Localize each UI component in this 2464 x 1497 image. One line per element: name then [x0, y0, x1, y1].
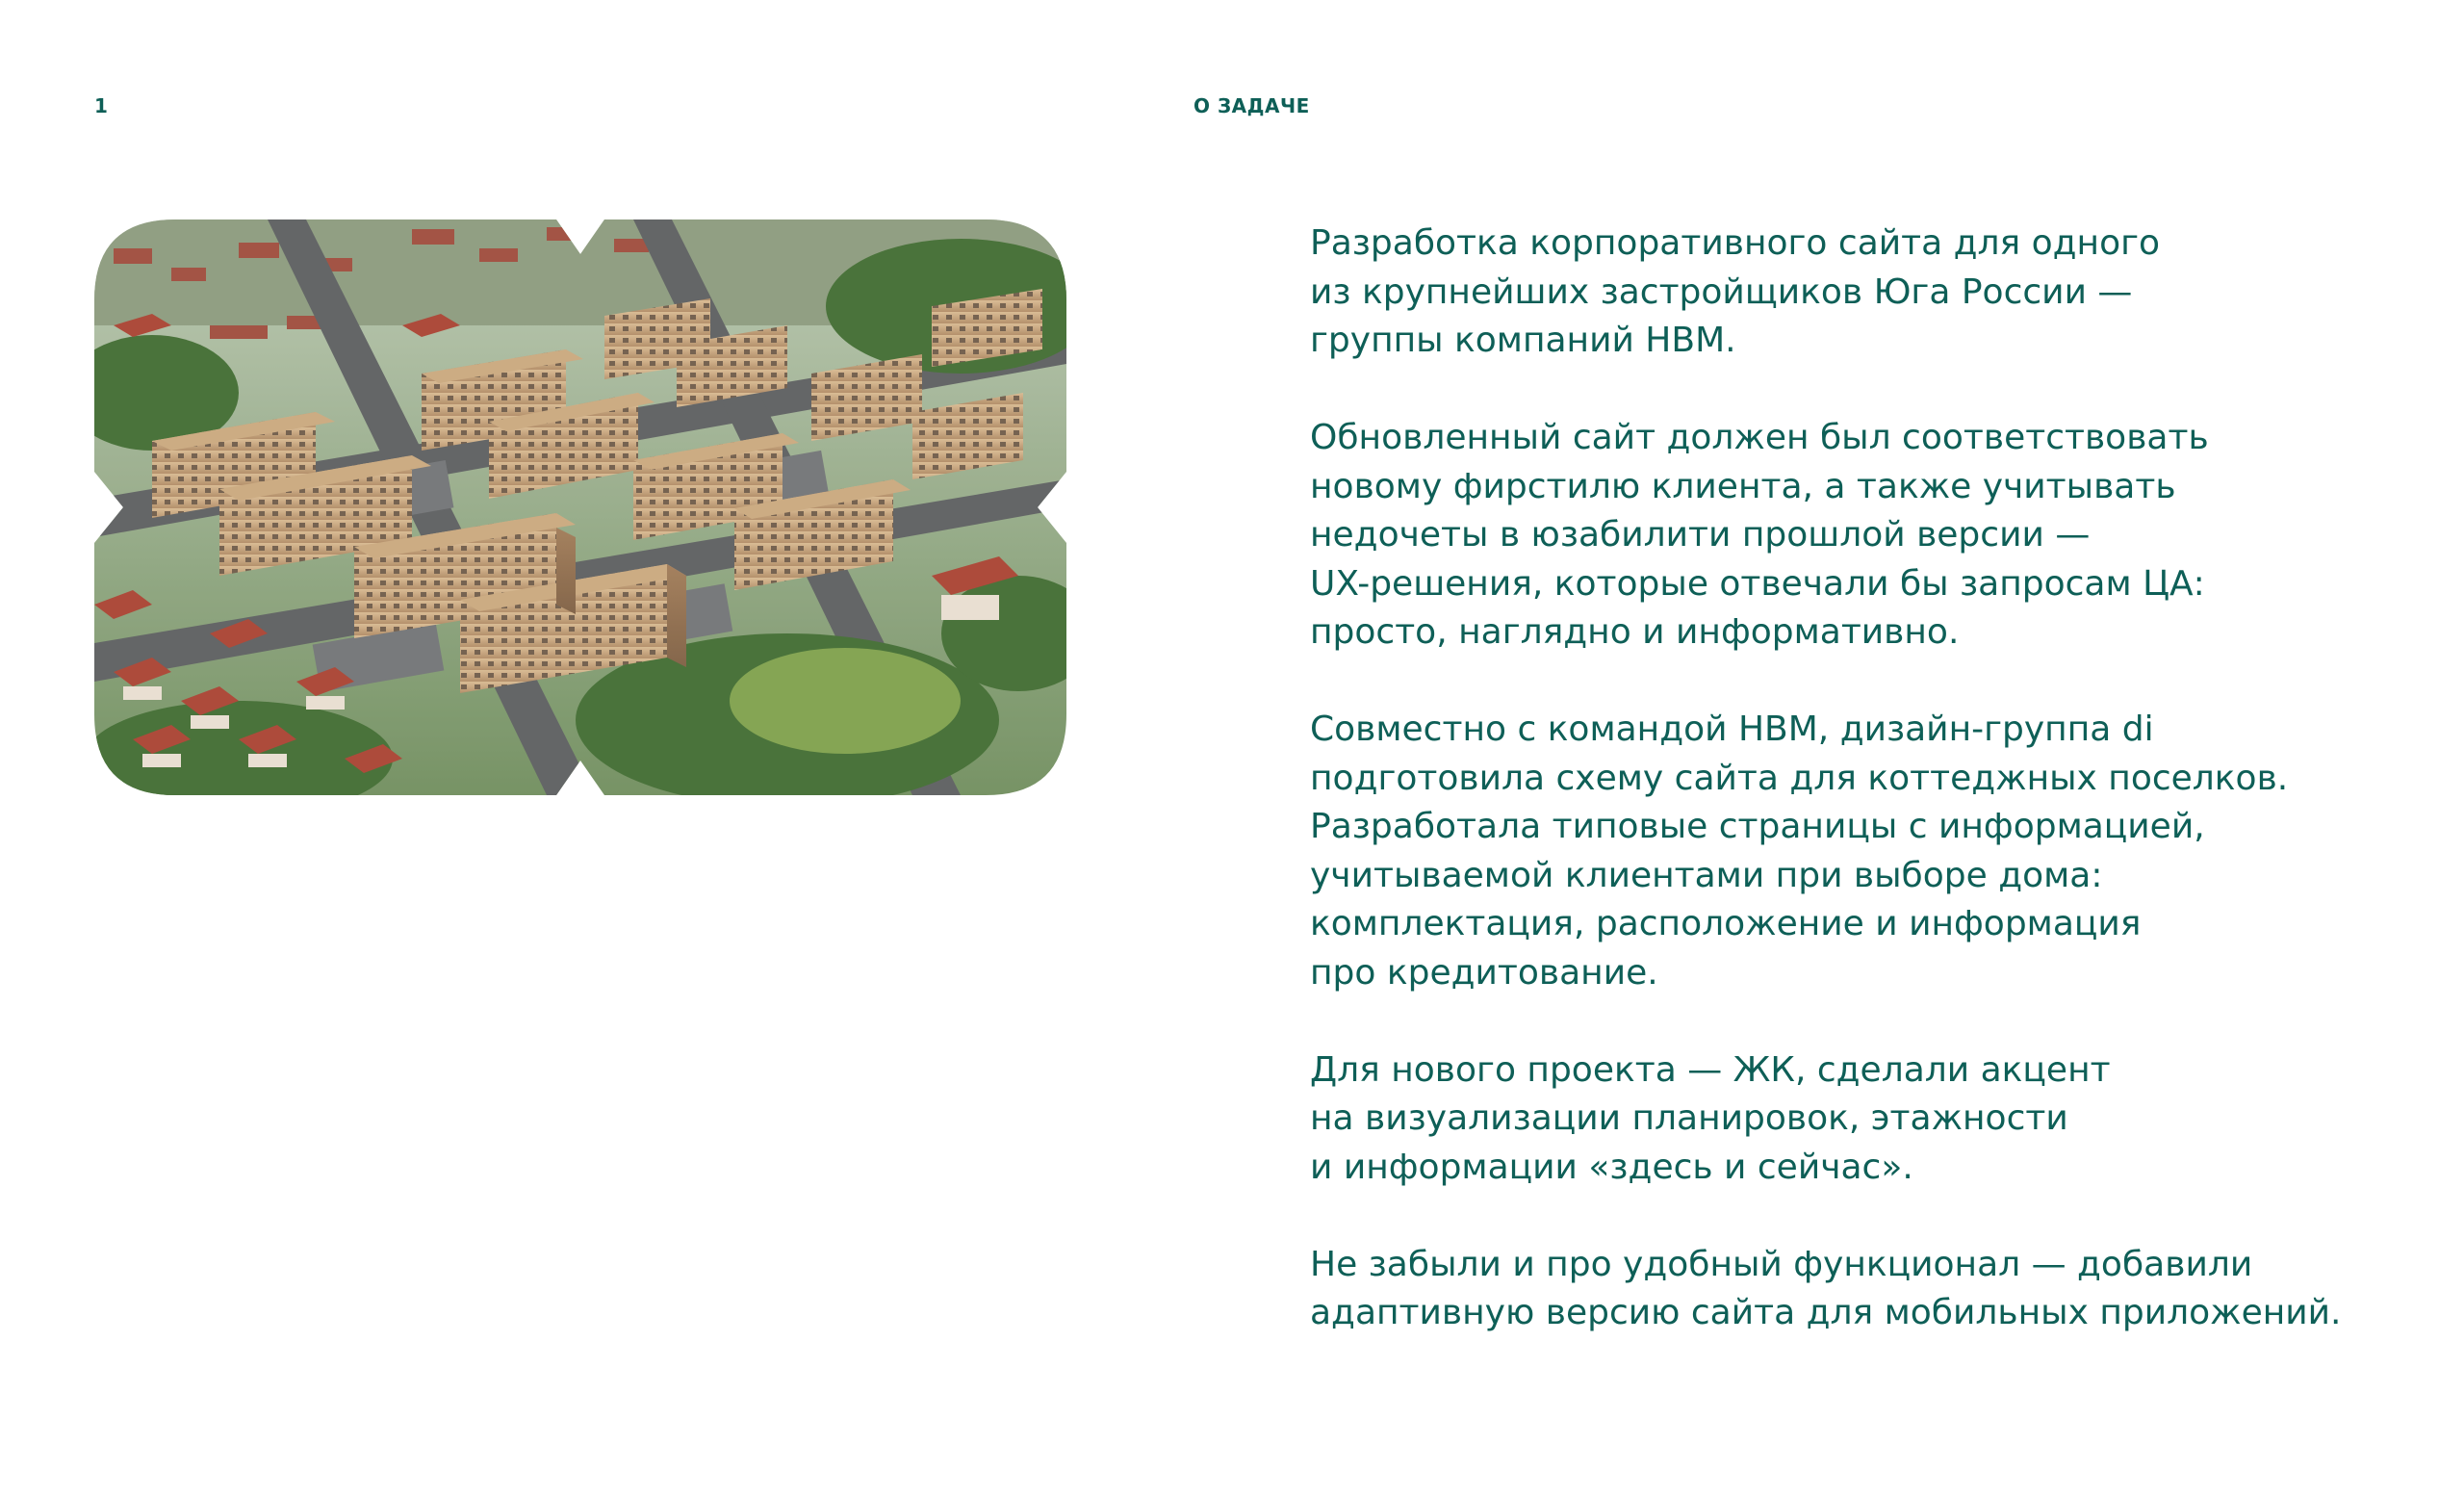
section-title: О ЗАДАЧЕ: [1194, 94, 1310, 117]
paragraph-residential-complex: Для нового проекта — ЖК, сделали акцент на визуализации планировок, этажности и информации «здесь и сейчас».: [1310, 1049, 2111, 1187]
paragraph-cottages: Совместно с командой НВМ, дизайн-группа di подготовила схему сайта для коттеджных поселков. Разработала типовые страницы с информацией, учитываемой клиентами при выборе дома: комплектация, расположение и информация про кредитование.: [1310, 710, 2289, 993]
hero-image: [94, 219, 1066, 795]
paragraph-goals: Обновленный сайт должен был соответствовать новому фирстилю клиента, а также учитывать недочеты в юзабилити прошлой версии — UX-решения, которые отвечали бы запросам ЦА: просто, наглядно и информативно.: [1310, 418, 2209, 652]
body-text: [1310, 219, 2369, 1386]
paragraph-intro: Разработка корпоративного сайта для одного из крупнейших застройщиков Юга России — группы компаний НВМ.: [1310, 223, 2161, 360]
page-number: 1: [94, 94, 108, 117]
paragraph-mobile: Не забыли и про удобный функционал — добавили адаптивную версию сайта для мобильных приложений.: [1310, 1244, 2342, 1332]
